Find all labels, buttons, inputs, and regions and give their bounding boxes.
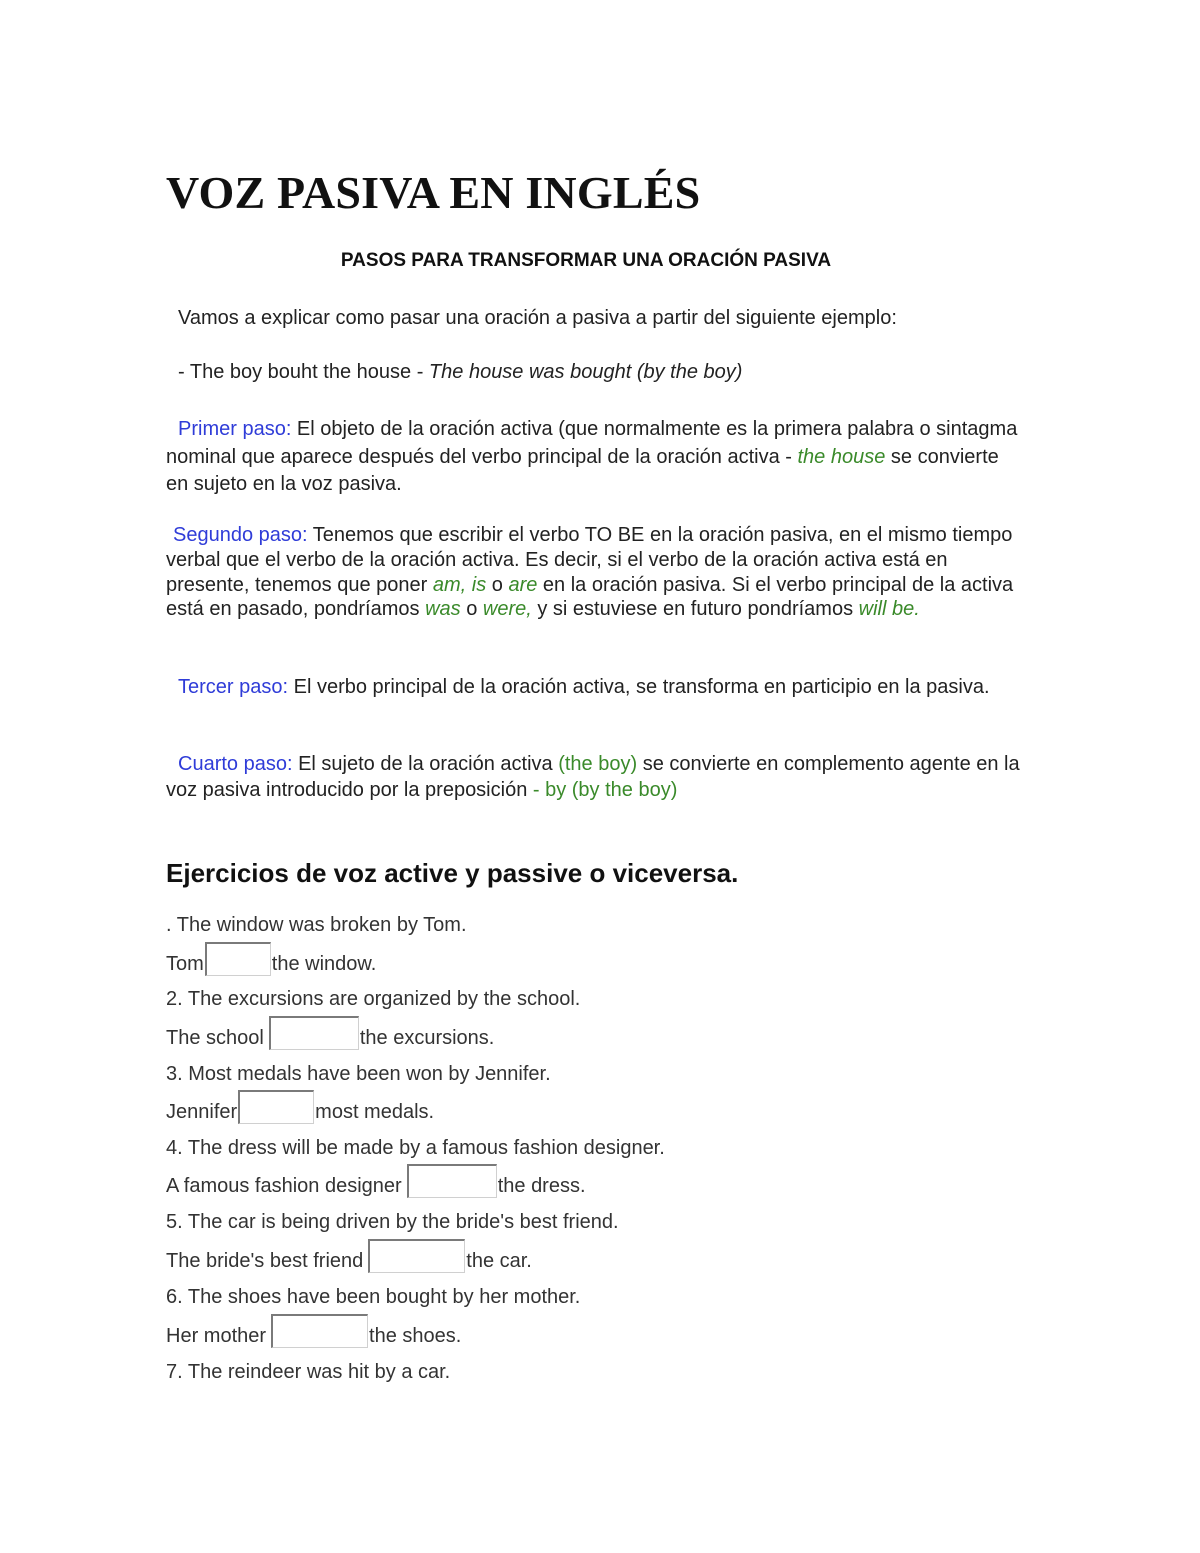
- step-2-text-b: en la oración pasiva. Si el verbo principal de la activa está en pasado, pondríamos: [166, 573, 1014, 621]
- exercise-answer-row: [166, 1239, 532, 1273]
- answer-suffix: the excursions.: [359, 1027, 495, 1049]
- answer-input[interactable]: [407, 1164, 497, 1198]
- step-1-text-b: se convierte en sujeto en la voz pasiva.: [166, 445, 999, 495]
- step-2-hl-are: are: [508, 573, 538, 596]
- exercise-answer-row: [166, 1164, 586, 1198]
- step-2-label: Segundo paso:: [173, 524, 308, 546]
- exercise-prompt: 7. The reindeer was hit by a car.: [166, 1361, 451, 1383]
- exercise-answer-row: [166, 1090, 434, 1124]
- exercise-answer-row: [166, 1314, 461, 1348]
- answer-input[interactable]: [269, 1016, 359, 1050]
- step-2-hl-will: will be.: [858, 598, 920, 621]
- step-4-text-a: El sujeto de la oración activa: [292, 753, 559, 775]
- example-passive: The house was bought (by the boy): [428, 361, 743, 383]
- step-4-text-b: se convierte en complemento agente en la voz pasiva introducido por la preposición: [166, 753, 1020, 801]
- answer-prefix: A famous fashion designer: [166, 1175, 402, 1197]
- answer-input[interactable]: [271, 1314, 368, 1348]
- exercise-prompt: 3. Most medals have been won by Jennifer.: [166, 1063, 551, 1085]
- exercise-prompt: 5. The car is being driven by the bride's best friend.: [166, 1211, 619, 1233]
- answer-prefix: Jennifer: [166, 1101, 238, 1123]
- step-1-text-a: El objeto de la oración activa (que normalmente es la primera palabra o sintagma nominal que aparece después del verbo principal de la oración activa -: [166, 418, 1018, 468]
- exercise-prompt: 4. The dress will be made by a famous fashion designer.: [166, 1137, 665, 1159]
- step-2-text-a: Tenemos que escribir el verbo TO BE en la oración pasiva, en el mismo tiempo verbal que el verbo de la oración activa. Es decir, si el verbo de la oración activa está en presente, tenemos que poner: [166, 524, 1013, 596]
- answer-prefix: The bride's best friend: [166, 1250, 364, 1272]
- answer-suffix: most medals.: [315, 1101, 435, 1123]
- answer-suffix: the shoes.: [369, 1325, 462, 1347]
- step-2-hl-present: am, is: [432, 573, 487, 596]
- step-3-label: Tercer paso:: [178, 676, 289, 698]
- answer-input[interactable]: [205, 942, 271, 976]
- step-4-hl-subject: (the boy): [558, 753, 638, 775]
- answer-prefix: The school: [166, 1027, 264, 1049]
- step-2-paragraph: [166, 523, 1026, 622]
- exercise-answer-row: [166, 942, 376, 976]
- answer-input[interactable]: [368, 1239, 465, 1273]
- example-sentence: [178, 359, 1038, 385]
- step-2-hl-were: were,: [482, 598, 532, 621]
- step-4-label: Cuarto paso:: [178, 753, 293, 775]
- answer-input[interactable]: [238, 1090, 314, 1124]
- exercise-prompt: . The window was broken by Tom.: [166, 914, 467, 936]
- answer-suffix: the window.: [271, 953, 377, 975]
- exercise-answer-row: [166, 1016, 494, 1050]
- step-2-text-o2: o: [460, 598, 483, 621]
- step-4-paragraph: [166, 751, 1026, 803]
- exercises-heading: Ejercicios de voz active y passive o viceversa.: [166, 858, 739, 888]
- step-1-label: Primer paso:: [178, 418, 292, 440]
- answer-suffix: the car.: [466, 1250, 532, 1272]
- step-2-text-c: y si estuviese en futuro pondríamos: [531, 598, 859, 621]
- exercise-prompt: 6. The shoes have been bought by her mother.: [166, 1286, 581, 1308]
- step-1-paragraph: [166, 416, 1026, 499]
- section-subtitle: PASOS PARA TRANSFORMAR UNA ORACIÓN PASIVA: [340, 250, 832, 271]
- intro-text: Vamos a explicar como pasar una oración a pasiva a partir del siguiente ejemplo:: [178, 307, 897, 329]
- answer-suffix: the dress.: [497, 1175, 586, 1197]
- answer-prefix: Her mother: [166, 1325, 267, 1347]
- step-1-highlight: the house: [797, 445, 886, 468]
- example-active: - The boy bouht the house -: [178, 361, 429, 383]
- step-2-hl-was: was: [425, 598, 461, 621]
- step-3-paragraph: [166, 675, 1026, 700]
- exercise-prompt: 2. The excursions are organized by the school.: [166, 988, 581, 1010]
- answer-prefix: Tom: [166, 953, 204, 975]
- step-2-text-o1: o: [486, 573, 509, 596]
- step-4-hl-by: - by (by the boy): [532, 779, 678, 801]
- step-3-text: El verbo principal de la oración activa, se transforma en participio en la pasiva.: [288, 676, 990, 698]
- page-title: VOZ PASIVA EN INGLÉS: [166, 167, 701, 218]
